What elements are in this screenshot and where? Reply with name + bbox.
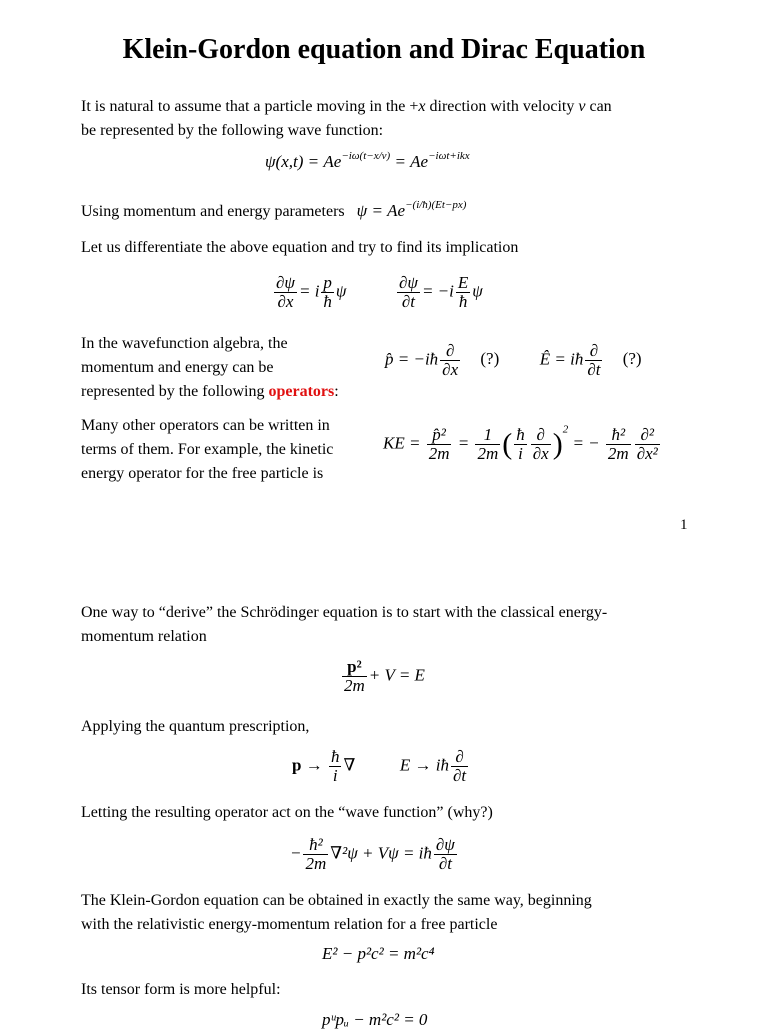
derivative-equations <box>272 274 483 311</box>
relativistic-energy-equation: E² − p²c² = m²c⁴ <box>322 944 435 963</box>
eq2-mid: = i <box>298 281 320 301</box>
frac-den: i <box>518 444 523 463</box>
frac-num: ∂ <box>451 748 468 767</box>
frac <box>514 426 527 463</box>
classical-energy-equation <box>340 658 425 695</box>
ke-label: KE = <box>383 433 421 453</box>
eq3-rest: + V = E <box>368 665 425 685</box>
frac-den: 2m <box>477 444 499 463</box>
kinetic-paragraph <box>81 414 381 486</box>
frac <box>427 426 452 463</box>
kinetic-energy-equation: KE = $\frac{\text{p̂²}}{2m}$ = $\frac{1}{2m}$ ( $\frac{ħ}{i}$ $\frac{\partial}{\partial x}$ )$^2$ = − $\frac{\text{ħ²}}{2m}$ $\frac{\text{∂²}}{\text{∂x²}}$ <box>383 423 658 463</box>
letting-line: Letting the resulting operator act on the “wave function” (why?) <box>81 804 493 821</box>
frac-den: ∂t <box>438 854 452 873</box>
frac-num: ∂ψ <box>398 273 418 292</box>
frac-num: ∂ <box>440 342 460 361</box>
question-mark-1: (?) <box>480 349 500 369</box>
frac <box>321 274 334 311</box>
frac-den: ħ <box>323 292 332 311</box>
schrodinger-text: One way to “derive” the Schrödinger equation is to start with the classical energy- <box>81 604 608 621</box>
momentum-eq: ψ = Ae <box>356 201 406 220</box>
schrodinger-equation <box>290 836 459 873</box>
frac <box>606 426 631 463</box>
intro-paragraph <box>81 95 612 143</box>
schrodinger-paragraph <box>81 601 607 649</box>
kg-text: The Klein-Gordon equation can be obtained in exactly the same way, beginning <box>81 892 592 909</box>
v-var: v <box>578 98 586 115</box>
operator-equations <box>385 342 642 379</box>
equals-minus: = − <box>572 433 600 453</box>
eq1-lhs: ψ(x,t) = Ae <box>265 152 342 171</box>
momentum-text: Using momentum and energy parameters <box>81 203 345 220</box>
schrodinger-text: momentum relation <box>81 628 207 645</box>
klein-gordon-paragraph <box>81 889 592 937</box>
frac <box>635 426 660 463</box>
nabla: ∇ <box>343 755 356 775</box>
frac <box>451 748 468 785</box>
momentum-energy-line <box>81 199 466 224</box>
intro-text: can <box>585 98 612 115</box>
square: 2 <box>562 423 569 436</box>
frac-num: p <box>323 273 332 292</box>
eq2-end: ψ <box>472 281 483 301</box>
question-mark-2: (?) <box>622 349 642 369</box>
tensor-equation: pᵘpᵤ − m²c² = 0 <box>322 1010 428 1029</box>
frac-den: 2m <box>607 444 629 463</box>
frac <box>434 836 457 873</box>
operators-highlight: operators <box>268 383 335 400</box>
frac-den: i <box>332 766 338 785</box>
quantum-prescription-equation <box>292 748 470 785</box>
minus: − <box>290 843 302 863</box>
colon: : <box>334 383 339 400</box>
frac-den: ħ <box>458 292 468 311</box>
frac-den: ∂t <box>401 292 416 311</box>
operators-paragraph <box>81 332 381 404</box>
frac <box>585 342 602 379</box>
frac-num: ħ² <box>606 426 631 445</box>
eq1-mid: = Ae <box>390 152 429 171</box>
frac <box>342 658 367 695</box>
arrow: → <box>305 755 323 775</box>
kinetic-text: terms of them. For example, the kinetic <box>81 441 334 458</box>
frac <box>274 274 297 311</box>
eq5-mid: ∇²ψ + Vψ = iħ <box>330 843 432 863</box>
frac-num: p² <box>342 658 367 677</box>
operators-text: momentum and energy can be <box>81 359 274 376</box>
frac-den: ∂t <box>587 360 601 379</box>
page-title: Klein-Gordon equation and Dirac Equation <box>122 34 646 65</box>
frac-den: ∂x² <box>636 444 658 463</box>
tensor-line: Its tensor form is more helpful: <box>81 981 281 998</box>
eq1-exp2: −iωt+ikx <box>428 150 470 162</box>
frac <box>440 342 460 379</box>
p-operator: p̂ = −iħ <box>385 349 439 369</box>
kg-text: with the relativistic energy-momentum relation for a free particle <box>81 916 498 933</box>
frac-den: 2m <box>344 676 365 695</box>
frac-num: ∂ <box>585 342 602 361</box>
frac <box>397 274 420 311</box>
frac-num: ∂ψ <box>435 835 455 854</box>
eq1-exp1: −iω(t−x/v) <box>341 150 391 162</box>
frac-num: 1 <box>475 426 500 445</box>
p-bold: p <box>292 755 302 775</box>
e-prescription: E → iħ <box>399 755 449 775</box>
frac <box>475 426 500 463</box>
differentiate-line: Let us differentiate the above equation and try to find its implication <box>81 239 519 256</box>
operators-text: represented by the following <box>81 383 269 400</box>
kinetic-text: energy operator for the free particle is <box>81 465 324 482</box>
kinetic-text: Many other operators can be written in <box>81 417 330 434</box>
intro-text: be represented by the following wave function: <box>81 122 384 139</box>
frac-den: ∂x <box>442 360 459 379</box>
operators-text: In the wavefunction algebra, the <box>81 335 288 352</box>
frac-num: ħ <box>330 747 340 766</box>
frac-num: p̂² <box>427 426 452 445</box>
frac-den: ∂t <box>452 766 467 785</box>
intro-text: It is natural to assume that a particle moving in the + <box>81 98 419 115</box>
frac <box>456 274 470 311</box>
frac-num: ∂ψ <box>276 273 295 292</box>
frac-den: 2m <box>428 444 450 463</box>
frac-num: ħ <box>516 425 525 444</box>
frac-den: ∂x <box>532 444 549 463</box>
frac-num: E <box>457 273 469 292</box>
x-var: x <box>418 98 426 115</box>
intro-text: direction with velocity <box>425 98 579 115</box>
frac-den: ∂x <box>277 292 294 311</box>
equals: = <box>457 433 470 453</box>
frac <box>303 836 328 873</box>
e-operator: Ê = iħ <box>539 349 584 369</box>
quantum-prescription-line: Applying the quantum prescription, <box>81 718 310 735</box>
frac-num: ∂ <box>531 426 551 445</box>
eq2-end: ψ <box>335 281 347 301</box>
frac-num: ∂² <box>635 426 660 445</box>
page-number: 1 <box>680 517 688 533</box>
frac <box>531 426 551 463</box>
frac-num: ħ² <box>303 836 328 855</box>
frac <box>329 748 342 785</box>
frac-den: 2m <box>305 854 327 873</box>
momentum-exp: −(i/ħ)(Et−px) <box>405 199 467 211</box>
wave-function-equation <box>265 152 470 172</box>
eq2-mid: = −i <box>421 281 454 301</box>
